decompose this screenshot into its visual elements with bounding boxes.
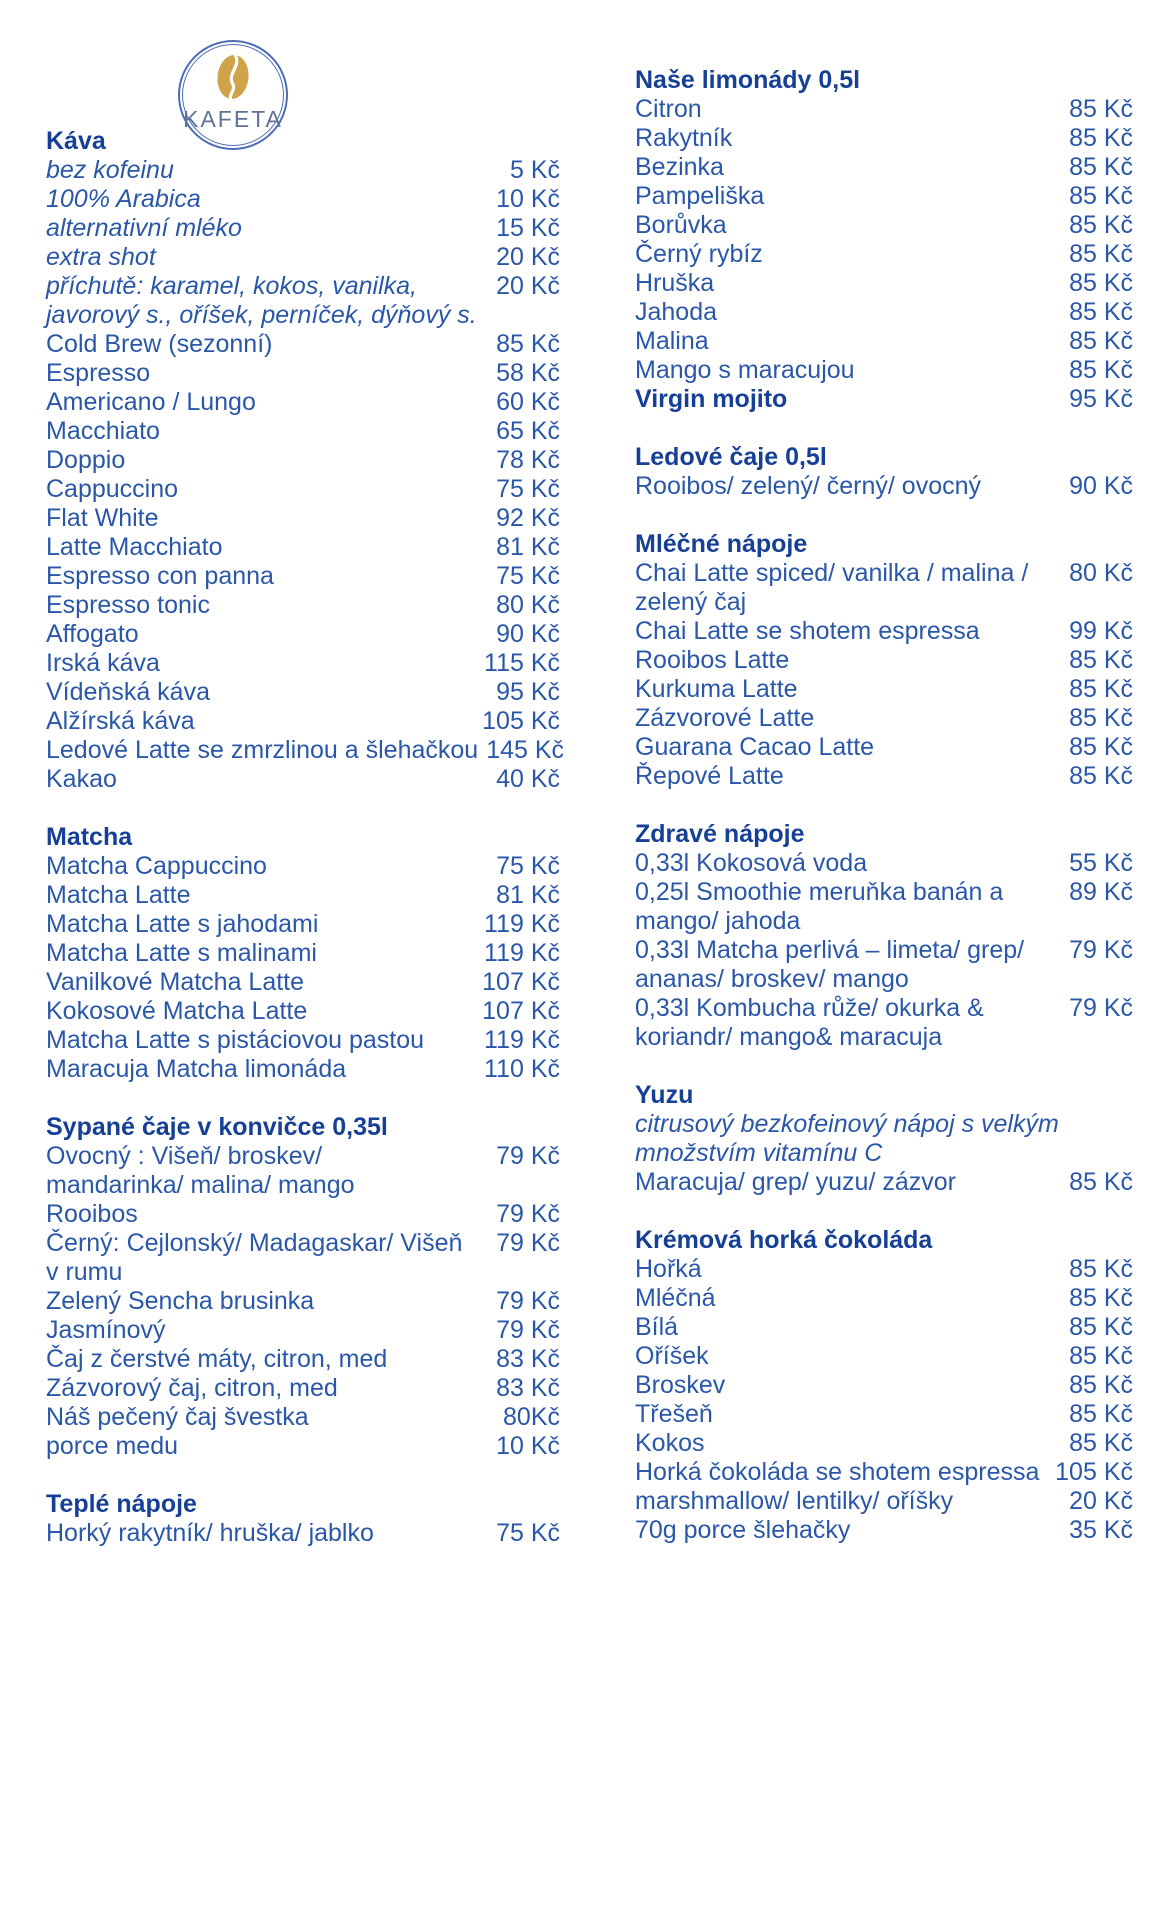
menu-item-price: 85 Kč	[1069, 1255, 1133, 1283]
menu-item-price: 65 Kč	[496, 417, 560, 445]
menu-item-row	[635, 1255, 1133, 1284]
menu-item-row	[635, 1371, 1133, 1400]
menu-item-price: 85 Kč	[1069, 211, 1133, 239]
section-rows	[635, 472, 1133, 501]
menu-item-price: 85 Kč	[1069, 298, 1133, 326]
menu-item-row	[635, 472, 1133, 501]
menu-item-row	[635, 762, 1133, 791]
menu-item-label: Rooibos/ zelený/ černý/ ovocný	[635, 472, 982, 500]
menu-item-label: Cappuccino	[46, 475, 179, 503]
menu-item-row	[46, 1200, 560, 1229]
menu-item-row	[635, 704, 1133, 733]
menu-item-row	[46, 968, 560, 997]
section-rows	[635, 95, 1133, 414]
menu-item-label: bez kofeinu	[46, 156, 174, 184]
menu-item-label: Americano / Lungo	[46, 388, 256, 416]
menu-item-label: 100% Arabica	[46, 185, 201, 213]
menu-item-label: Mléčná	[635, 1284, 716, 1312]
menu-item-price: 85 Kč	[1069, 240, 1133, 268]
menu-item-row	[635, 298, 1133, 327]
menu-item-row	[46, 1258, 560, 1287]
menu-item-label: Oříšek	[635, 1342, 709, 1370]
menu-item-label: Ovocný : Višeň/ broskev/	[46, 1142, 323, 1170]
menu-item-price: 75 Kč	[496, 1519, 560, 1547]
menu-item-row	[46, 214, 560, 243]
menu-item-row	[46, 562, 560, 591]
menu-item-label: citrusový bezkofeinový nápoj s velkým	[635, 1110, 1059, 1138]
menu-item-row	[46, 765, 560, 794]
menu-item-label: Maracuja/ grep/ yuzu/ zázvor	[635, 1168, 956, 1196]
menu-item-price: 85 Kč	[1069, 1168, 1133, 1196]
menu-item-label: Zelený Sencha brusinka	[46, 1287, 315, 1315]
menu-item-label: Broskev	[635, 1371, 726, 1399]
menu-item-price: 85 Kč	[1069, 124, 1133, 152]
menu-item-price: 90 Kč	[496, 620, 560, 648]
menu-item-row	[46, 910, 560, 939]
menu-item-row	[46, 359, 560, 388]
menu-item-price: 81 Kč	[496, 533, 560, 561]
menu-item-label: koriandr/ mango& maracuja	[635, 1023, 943, 1051]
menu-item-row	[46, 533, 560, 562]
menu-item-row	[635, 240, 1133, 269]
menu-item-row	[635, 617, 1133, 646]
menu-item-row	[635, 1342, 1133, 1371]
menu-item-price: 85 Kč	[1069, 733, 1133, 761]
menu-item-price: 60 Kč	[496, 388, 560, 416]
section-title: Naše limonády 0,5l	[635, 66, 861, 94]
menu-column-right	[635, 66, 1133, 1545]
menu-item-label: příchutě: karamel, kokos, vanilka,	[46, 272, 417, 300]
menu-section	[46, 1113, 560, 1461]
menu-item-label: Vídeňská káva	[46, 678, 210, 706]
menu-item-label: Macchiato	[46, 417, 160, 445]
menu-item-row	[635, 878, 1133, 907]
menu-item-price: 85 Kč	[1069, 269, 1133, 297]
menu-item-label: alternativní mléko	[46, 214, 242, 242]
menu-item-price: 80 Kč	[496, 591, 560, 619]
menu-item-row	[46, 1316, 560, 1345]
menu-item-row	[46, 997, 560, 1026]
section-title: Mléčné nápoje	[635, 530, 808, 558]
section-rows	[46, 1519, 560, 1548]
menu-item-row	[635, 1400, 1133, 1429]
section-rows	[635, 1110, 1133, 1197]
menu-item-price: 10 Kč	[496, 1432, 560, 1460]
menu-item-label: Espresso	[46, 359, 151, 387]
menu-item-price: 35 Kč	[1069, 1516, 1133, 1544]
coffee-bean-icon	[213, 51, 254, 103]
menu-section	[635, 530, 1133, 791]
menu-section	[46, 1490, 560, 1548]
menu-item-price: 115 Kč	[484, 649, 560, 677]
menu-item-row	[46, 156, 560, 185]
menu-item-row	[46, 1055, 560, 1084]
menu-item-price: 107 Kč	[482, 968, 560, 996]
menu-item-row	[635, 269, 1133, 298]
menu-item-label: Chai Latte spiced/ vanilka / malina /	[635, 559, 1029, 587]
menu-item-row	[635, 588, 1133, 617]
section-rows	[46, 156, 565, 794]
menu-item-label: Zázvorové Latte	[635, 704, 815, 732]
menu-section	[635, 1081, 1133, 1197]
menu-item-price: 85 Kč	[1069, 646, 1133, 674]
menu-item-price: 58 Kč	[496, 359, 560, 387]
menu-item-label: Horká čokoláda se shotem espressa	[635, 1458, 1040, 1486]
menu-item-row	[635, 124, 1133, 153]
menu-item-price: 119 Kč	[484, 910, 560, 938]
menu-item-label: v rumu	[46, 1258, 123, 1286]
menu-item-label: extra shot	[46, 243, 156, 271]
menu-item-row	[635, 994, 1133, 1023]
menu-item-price: 79 Kč	[496, 1316, 560, 1344]
menu-item-label: Hořká	[635, 1255, 702, 1283]
menu-item-price: 90 Kč	[1069, 472, 1133, 500]
menu-item-price: 110 Kč	[484, 1055, 560, 1083]
menu-item-row	[635, 1487, 1133, 1516]
menu-item-price: 85 Kč	[1069, 153, 1133, 181]
menu-item-label: Espresso tonic	[46, 591, 210, 619]
menu-item-price: 81 Kč	[496, 881, 560, 909]
menu-item-price: 85 Kč	[1069, 1371, 1133, 1399]
menu-item-price: 40 Kč	[496, 765, 560, 793]
menu-section	[635, 66, 1133, 414]
menu-item-price: 80Kč	[503, 1403, 560, 1431]
menu-item-row	[635, 1110, 1133, 1139]
menu-item-price: 85 Kč	[1069, 762, 1133, 790]
section-title: Zdravé nápoje	[635, 820, 805, 848]
menu-item-label: Ledové Latte se zmrzlinou a šlehačkou	[46, 736, 479, 764]
menu-item-price: 85 Kč	[1069, 675, 1133, 703]
menu-item-price: 85 Kč	[1069, 327, 1133, 355]
menu-item-price: 83 Kč	[496, 1374, 560, 1402]
menu-item-price: 79 Kč	[496, 1229, 560, 1257]
menu-item-label: Vanilkové Matcha Latte	[46, 968, 305, 996]
menu-item-row	[635, 211, 1133, 240]
menu-item-label: Matcha Latte s pistáciovou pastou	[46, 1026, 425, 1054]
menu-item-price: 79 Kč	[1069, 936, 1133, 964]
menu-item-price: 85 Kč	[496, 330, 560, 358]
section-title: Krémová horká čokoláda	[635, 1226, 933, 1254]
menu-item-label: Chai Latte se shotem espressa	[635, 617, 980, 645]
menu-item-label: Černý: Cejlonský/ Madagaskar/ Višeň	[46, 1229, 463, 1257]
menu-item-row	[46, 1519, 560, 1548]
menu-item-price: 85 Kč	[1069, 1400, 1133, 1428]
section-rows	[635, 1255, 1133, 1545]
menu-item-label: Rooibos	[46, 1200, 138, 1228]
menu-item-row	[46, 736, 565, 765]
menu-item-price: 10 Kč	[496, 185, 560, 213]
menu-item-label: mandarinka/ malina/ mango	[46, 1171, 355, 1199]
menu-item-price: 95 Kč	[1069, 385, 1133, 413]
menu-item-label: množstvím vitamínu C	[635, 1139, 883, 1167]
menu-item-price: 15 Kč	[496, 214, 560, 242]
menu-item-row	[635, 1458, 1133, 1487]
menu-item-row	[635, 1429, 1133, 1458]
menu-item-row	[635, 907, 1133, 936]
menu-item-label: Latte Macchiato	[46, 533, 223, 561]
menu-item-price: 20 Kč	[1069, 1487, 1133, 1515]
section-title: Ledové čaje 0,5l	[635, 443, 827, 471]
menu-item-price: 75 Kč	[496, 475, 560, 503]
menu-item-row	[635, 646, 1133, 675]
section-rows	[46, 852, 560, 1084]
menu-item-label: porce medu	[46, 1432, 179, 1460]
menu-item-label: Matcha Latte s jahodami	[46, 910, 319, 938]
menu-item-row	[46, 1026, 560, 1055]
menu-item-price: 107 Kč	[482, 997, 560, 1025]
menu-item-row	[46, 1374, 560, 1403]
section-rows	[46, 1142, 560, 1461]
menu-item-row	[46, 272, 560, 301]
menu-item-label: Hruška	[635, 269, 715, 297]
menu-item-label: Borůvka	[635, 211, 727, 239]
menu-item-row	[635, 559, 1133, 588]
menu-item-label: Affogato	[46, 620, 139, 648]
section-title: Yuzu	[635, 1081, 694, 1109]
menu-item-row	[635, 675, 1133, 704]
menu-item-row	[635, 385, 1133, 414]
menu-item-row	[635, 1313, 1133, 1342]
logo-brand-text: KAFETA	[183, 106, 283, 132]
menu-item-label: Mango s maracujou	[635, 356, 855, 384]
menu-item-row	[46, 649, 560, 678]
menu-item-row	[46, 1345, 560, 1374]
menu-item-row	[46, 301, 560, 330]
menu-item-label: Bezinka	[635, 153, 724, 181]
menu-item-price: 85 Kč	[1069, 1284, 1133, 1312]
menu-item-row	[46, 243, 560, 272]
menu-section	[635, 820, 1133, 1052]
menu-item-label: Černý rybíz	[635, 240, 763, 268]
menu-item-price: 75 Kč	[496, 852, 560, 880]
menu-item-price: 85 Kč	[1069, 1429, 1133, 1457]
menu-item-price: 79 Kč	[496, 1142, 560, 1170]
menu-item-row	[46, 475, 560, 504]
menu-item-label: Kokos	[635, 1429, 705, 1457]
menu-item-price: 79 Kč	[496, 1287, 560, 1315]
menu-item-row	[46, 446, 560, 475]
menu-item-price: 78 Kč	[496, 446, 560, 474]
menu-item-label: javorový s., oříšek, perníček, dýňový s.	[46, 301, 477, 329]
menu-item-label: Virgin mojito	[635, 385, 788, 413]
menu-item-row	[46, 881, 560, 910]
menu-item-row	[635, 733, 1133, 762]
menu-item-row	[46, 1229, 560, 1258]
menu-item-label: Cold Brew (sezonní)	[46, 330, 273, 358]
menu-item-label: zelený čaj	[635, 588, 747, 616]
menu-item-label: Citron	[635, 95, 702, 123]
menu-item-label: Rakytník	[635, 124, 733, 152]
menu-item-row	[46, 1142, 560, 1171]
menu-item-row	[46, 1403, 560, 1432]
menu-item-row	[46, 1287, 560, 1316]
menu-item-row	[635, 356, 1133, 385]
menu-section	[635, 443, 1133, 501]
menu-item-label: Matcha Latte	[46, 881, 191, 909]
menu-item-price: 83 Kč	[496, 1345, 560, 1373]
menu-item-label: Náš pečený čaj švestka	[46, 1403, 309, 1431]
menu-item-row	[635, 182, 1133, 211]
menu-item-label: 70g porce šlehačky	[635, 1516, 851, 1544]
menu-item-row	[46, 330, 560, 359]
section-rows	[635, 559, 1133, 791]
menu-item-price: 20 Kč	[496, 272, 560, 300]
menu-item-price: 85 Kč	[1069, 356, 1133, 384]
menu-item-price: 89 Kč	[1069, 878, 1133, 906]
menu-item-price: 105 Kč	[1055, 1458, 1133, 1486]
menu-item-price: 5 Kč	[509, 156, 560, 184]
menu-item-price: 85 Kč	[1069, 95, 1133, 123]
menu-item-row	[635, 936, 1133, 965]
menu-item-label: Třešeň	[635, 1400, 713, 1428]
menu-item-label: Rooibos Latte	[635, 646, 790, 674]
menu-item-label: Espresso con panna	[46, 562, 274, 590]
menu-item-price: 75 Kč	[496, 562, 560, 590]
menu-item-price: 85 Kč	[1069, 182, 1133, 210]
menu-item-row	[46, 707, 560, 736]
menu-item-label: Guarana Cacao Latte	[635, 733, 875, 761]
menu-item-price: 92 Kč	[496, 504, 560, 532]
menu-item-label: ananas/ broskev/ mango	[635, 965, 909, 993]
menu-item-price: 79 Kč	[496, 1200, 560, 1228]
menu-item-label: Horký rakytník/ hruška/ jablko	[46, 1519, 374, 1547]
menu-item-label: 0,25l Smoothie meruňka banán a	[635, 878, 1004, 906]
menu-item-label: Alžírská káva	[46, 707, 195, 735]
menu-item-row	[46, 388, 560, 417]
menu-section	[46, 127, 565, 794]
menu-item-row	[46, 591, 560, 620]
menu-item-row	[635, 1139, 1133, 1168]
section-title: Káva	[46, 127, 106, 155]
menu-item-label: 0,33l Kombucha růže/ okurka &	[635, 994, 984, 1022]
section-title: Matcha	[46, 823, 133, 851]
menu-item-label: mango/ jahoda	[635, 907, 801, 935]
menu-item-label: Matcha Cappuccino	[46, 852, 267, 880]
menu-item-label: Flat White	[46, 504, 159, 532]
menu-column-left	[46, 127, 565, 1548]
menu-item-label: Matcha Latte s malinami	[46, 939, 317, 967]
menu-item-label: Řepové Latte	[635, 762, 784, 790]
menu-item-price: 20 Kč	[496, 243, 560, 271]
menu-item-row	[46, 417, 560, 446]
menu-item-label: Maracuja Matcha limonáda	[46, 1055, 347, 1083]
menu-item-label: 0,33l Kokosová voda	[635, 849, 868, 877]
menu-item-row	[46, 939, 560, 968]
menu-item-price: 145 Kč	[486, 736, 565, 764]
menu-section	[46, 823, 560, 1084]
menu-item-row	[46, 678, 560, 707]
menu-item-label: 0,33l Matcha perlivá – limeta/ grep/	[635, 936, 1025, 964]
menu-item-price: 95 Kč	[496, 678, 560, 706]
menu-item-label: Čaj z čerstvé máty, citron, med	[46, 1345, 388, 1373]
menu-item-label: Zázvorový čaj, citron, med	[46, 1374, 338, 1402]
menu-item-price: 85 Kč	[1069, 704, 1133, 732]
menu-item-label: Jahoda	[635, 298, 718, 326]
menu-item-label: Bílá	[635, 1313, 679, 1341]
menu-item-row	[635, 1284, 1133, 1313]
menu-item-label: Malina	[635, 327, 709, 355]
menu-item-label: Kokosové Matcha Latte	[46, 997, 308, 1025]
menu-item-label: Doppio	[46, 446, 126, 474]
menu-item-row	[635, 153, 1133, 182]
menu-item-price: 99 Kč	[1069, 617, 1133, 645]
section-title: Teplé nápoje	[46, 1490, 197, 1518]
menu-item-label: marshmallow/ lentilky/ oříšky	[635, 1487, 954, 1515]
menu-item-label: Kakao	[46, 765, 117, 793]
menu-item-row	[635, 1516, 1133, 1545]
menu-item-price: 105 Kč	[482, 707, 560, 735]
menu-item-price: 55 Kč	[1069, 849, 1133, 877]
menu-item-label: Irská káva	[46, 649, 160, 677]
menu-item-row	[635, 95, 1133, 124]
menu-item-label: Jasmínový	[46, 1316, 166, 1344]
menu-item-row	[46, 185, 560, 214]
menu-item-price: 119 Kč	[484, 939, 560, 967]
menu-item-price: 119 Kč	[484, 1026, 560, 1054]
menu-item-row	[46, 852, 560, 881]
menu-item-row	[635, 1168, 1133, 1197]
menu-item-price: 80 Kč	[1069, 559, 1133, 587]
menu-item-row	[46, 1171, 560, 1200]
menu-item-row	[46, 504, 560, 533]
menu-item-price: 85 Kč	[1069, 1342, 1133, 1370]
menu-item-row	[46, 1432, 560, 1461]
section-title: Sypané čaje v konvičce 0,35l	[46, 1113, 388, 1141]
menu-item-price: 85 Kč	[1069, 1313, 1133, 1341]
menu-item-label: Pampeliška	[635, 182, 765, 210]
menu-item-row	[635, 849, 1133, 878]
menu-item-label: Kurkuma Latte	[635, 675, 798, 703]
menu-item-row	[635, 1023, 1133, 1052]
menu-section	[635, 1226, 1133, 1545]
menu-item-row	[635, 965, 1133, 994]
section-rows	[635, 849, 1133, 1052]
menu-item-row	[46, 620, 560, 649]
menu-item-row	[635, 327, 1133, 356]
menu-item-price: 79 Kč	[1069, 994, 1133, 1022]
